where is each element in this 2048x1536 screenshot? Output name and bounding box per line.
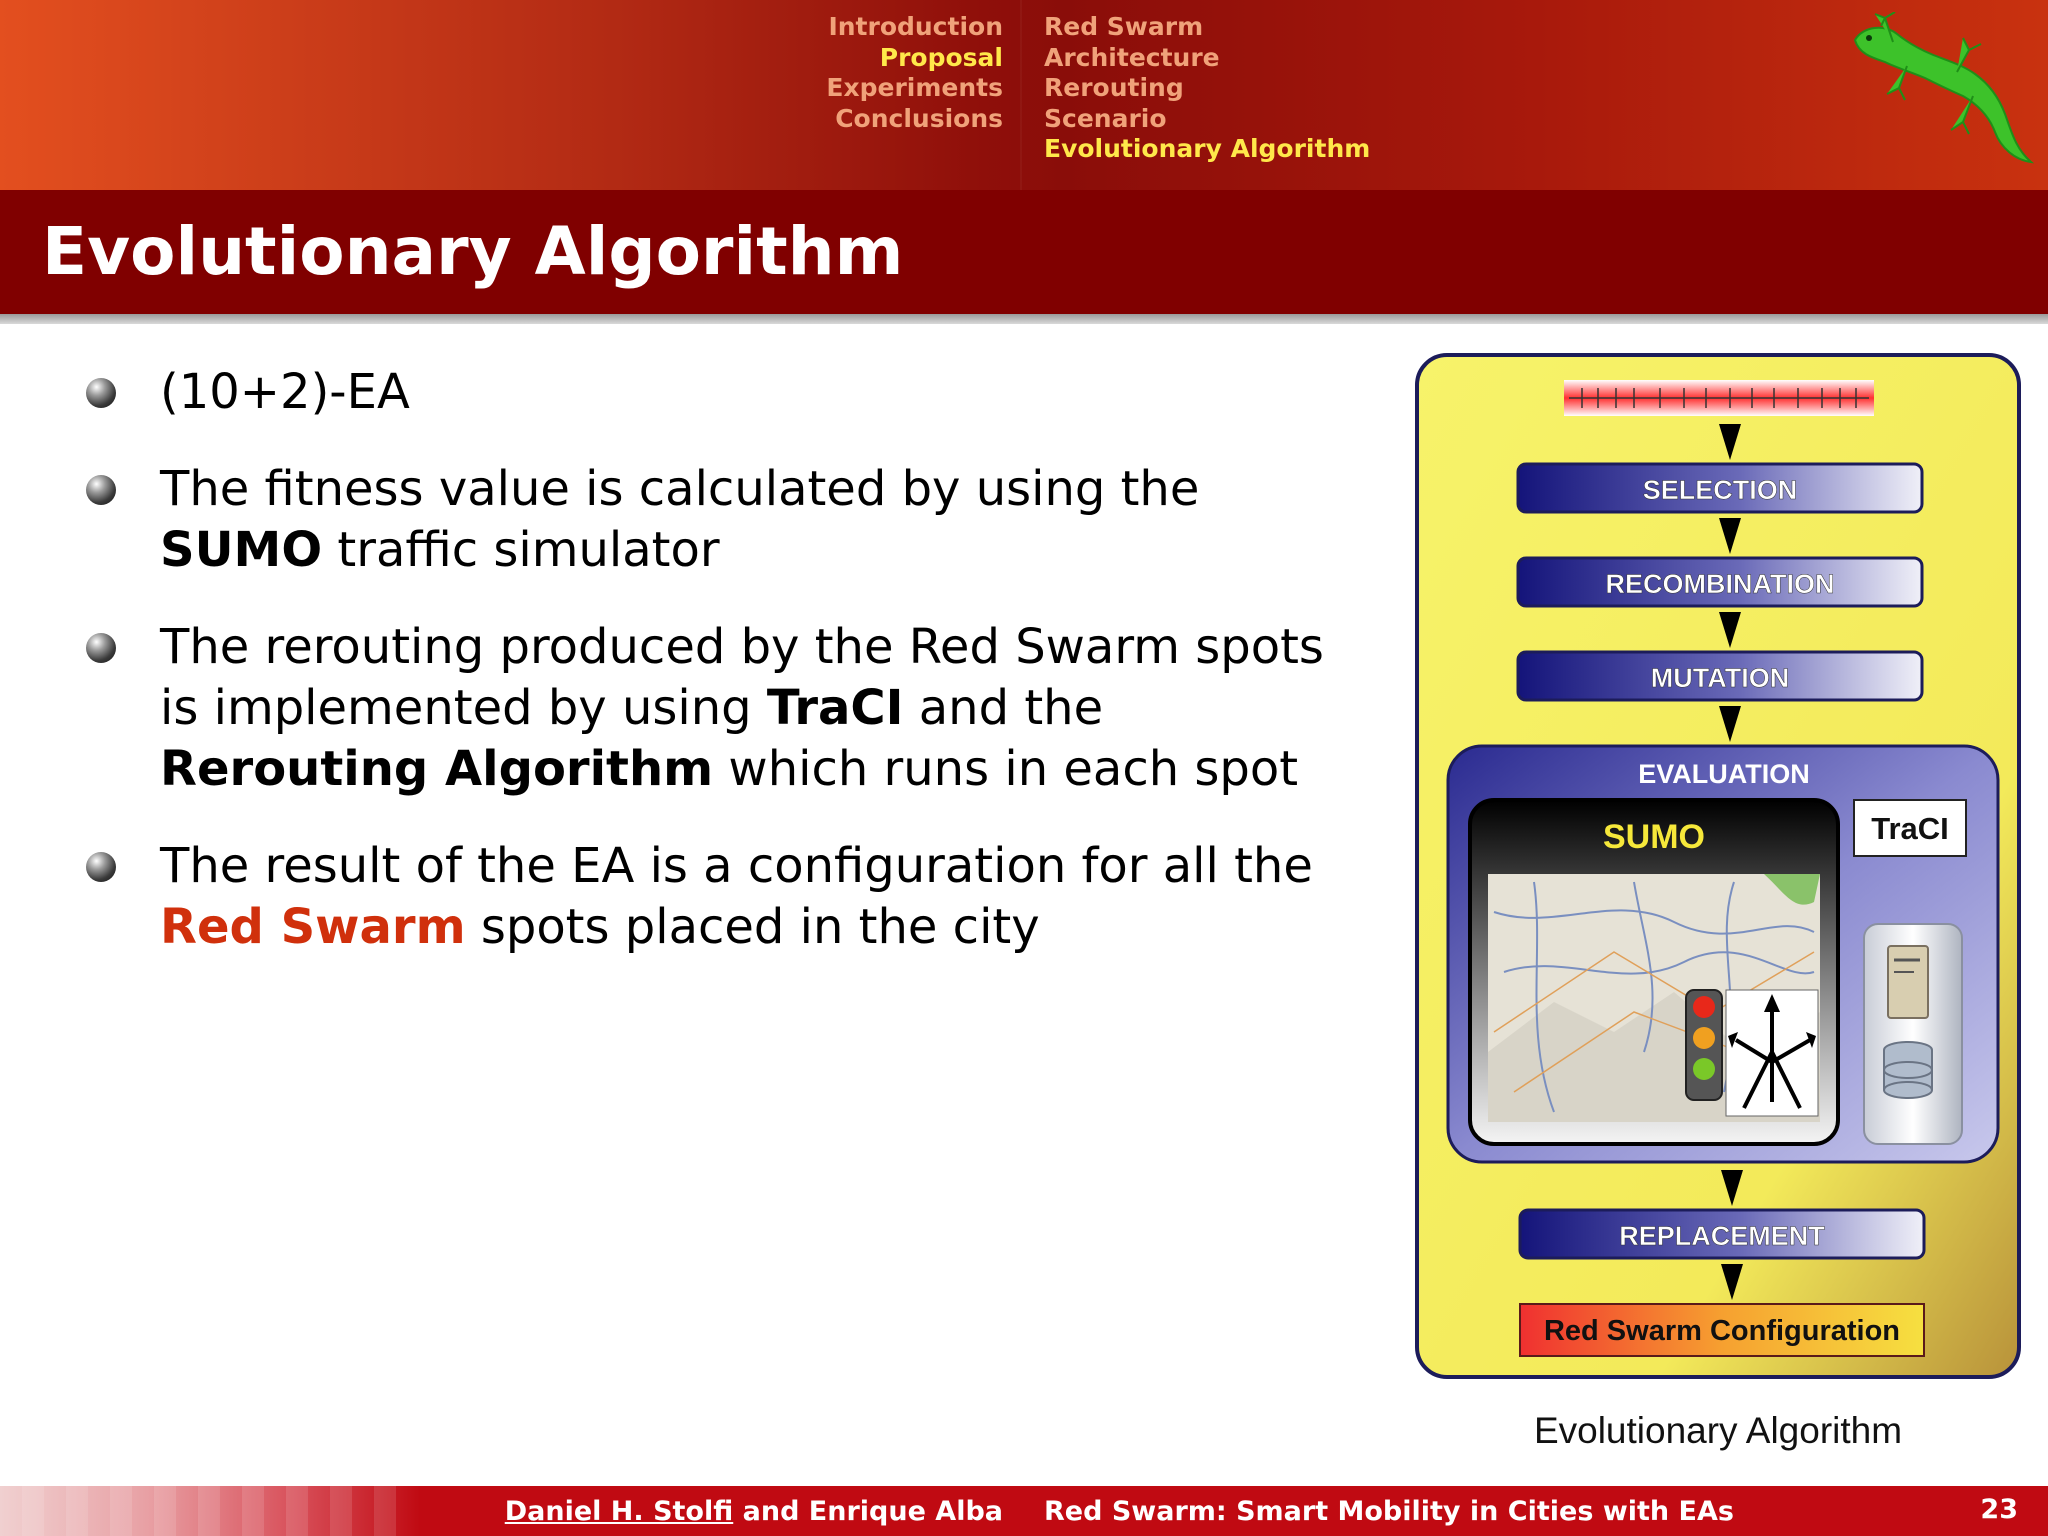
step-label: REPLACEMENT — [1619, 1221, 1825, 1251]
nav-section-experiments[interactable]: Experiments — [826, 73, 1003, 102]
junction-arrows-icon — [1726, 990, 1818, 1116]
bullet-item — [84, 617, 1424, 800]
nav-section-introduction[interactable]: Introduction — [828, 12, 1003, 41]
bullet-item — [84, 459, 1424, 581]
bullet-text-part: and the — [903, 680, 1104, 736]
bullet-text-rest: which runs in each spot — [713, 741, 1299, 797]
bullet-text: The fitness value is calculated by using the — [160, 461, 1200, 517]
sumo-simulator-box — [1470, 800, 1838, 1144]
step-label: MUTATION — [1650, 663, 1790, 693]
header-bar — [0, 0, 2048, 190]
ea-flow-diagram — [1414, 352, 2022, 1380]
step-evaluation — [1448, 746, 1998, 1162]
step-label: EVALUATION — [1638, 759, 1810, 789]
nav-subsection-red-swarm[interactable]: Red Swarm — [1044, 12, 1204, 41]
highlight-red-swarm: Red Swarm — [160, 899, 466, 955]
author-rest: and Enrique Alba — [733, 1496, 1003, 1527]
step-label: SELECTION — [1642, 475, 1798, 505]
step-recombination — [1518, 558, 1922, 606]
bullet-text — [160, 739, 1424, 800]
traci-box — [1854, 800, 1966, 856]
bullet-text-rest: spots placed in the city — [465, 899, 1040, 955]
nav-subsection-architecture[interactable]: Architecture — [1044, 42, 1220, 72]
bold-term-sumo: SUMO — [160, 522, 323, 578]
bullet-text — [160, 678, 1424, 739]
step-label: RECOMBINATION — [1605, 569, 1835, 599]
bold-term-traci: TraCI — [766, 680, 904, 736]
title-bar-shadow — [0, 314, 2048, 324]
figure-caption: Evolutionary Algorithm — [1533, 1410, 1903, 1451]
footer-talk-title: Red Swarm: Smart Mobility in Cities with EAs — [1044, 1496, 1734, 1527]
result-label: Red Swarm Configuration — [1543, 1315, 1901, 1347]
nav-subsection-evolutionary-algorithm[interactable]: Evolutionary Algorithm — [1044, 134, 1371, 163]
bullet-item — [84, 836, 1424, 958]
bullet-text — [160, 520, 1424, 581]
footer-fade-pattern — [0, 1486, 420, 1536]
step-mutation — [1518, 652, 1922, 700]
bold-term-rerouting-algorithm: Rerouting Algorithm — [160, 741, 714, 797]
nav-section-conclusions[interactable]: Conclusions — [835, 103, 1003, 133]
nav-subsection-rerouting[interactable]: Rerouting — [1044, 73, 1184, 102]
gecko-logo-icon — [1845, 12, 2040, 172]
traci-label: TraCI — [1871, 811, 1949, 846]
bullet-item — [84, 362, 1424, 423]
result-red-swarm-configuration — [1520, 1304, 1924, 1356]
nav-section-proposal[interactable]: Proposal — [879, 42, 1003, 72]
section-nav — [583, 12, 1003, 134]
bullet-text: The result of the EA is a configuration for all the — [160, 838, 1313, 894]
footer-authors — [505, 1496, 1003, 1527]
step-replacement — [1520, 1210, 1924, 1258]
step-selection — [1518, 464, 1922, 512]
bullet-text: The rerouting produced by the Red Swarm spots — [160, 619, 1324, 675]
nav-divider — [1020, 0, 1022, 190]
bullet-text: (10+2)-EA — [160, 364, 410, 420]
bullet-sphere-icon — [86, 852, 116, 882]
slide-title: Evolutionary Algorithm — [42, 213, 904, 290]
bullet-sphere-icon — [86, 475, 116, 505]
chromosome-icon — [1564, 380, 1874, 416]
bullet-text-part: is implemented by using — [160, 680, 767, 736]
bullet-list — [84, 362, 1424, 994]
bullet-text-rest: traffic simulator — [322, 522, 720, 578]
author-link[interactable]: Daniel H. Stolfi — [504, 1496, 734, 1527]
bullet-sphere-icon — [86, 633, 116, 663]
subsection-nav — [1044, 12, 1544, 165]
nav-subsection-scenario[interactable]: Scenario — [1044, 103, 1167, 133]
bullet-text — [160, 897, 1424, 958]
sumo-label: SUMO — [1603, 818, 1705, 856]
traffic-light-icon — [1686, 990, 1722, 1100]
page-number: 23 — [1980, 1494, 2018, 1525]
server-database-icon — [1864, 924, 1962, 1144]
bullet-sphere-icon — [86, 378, 116, 408]
